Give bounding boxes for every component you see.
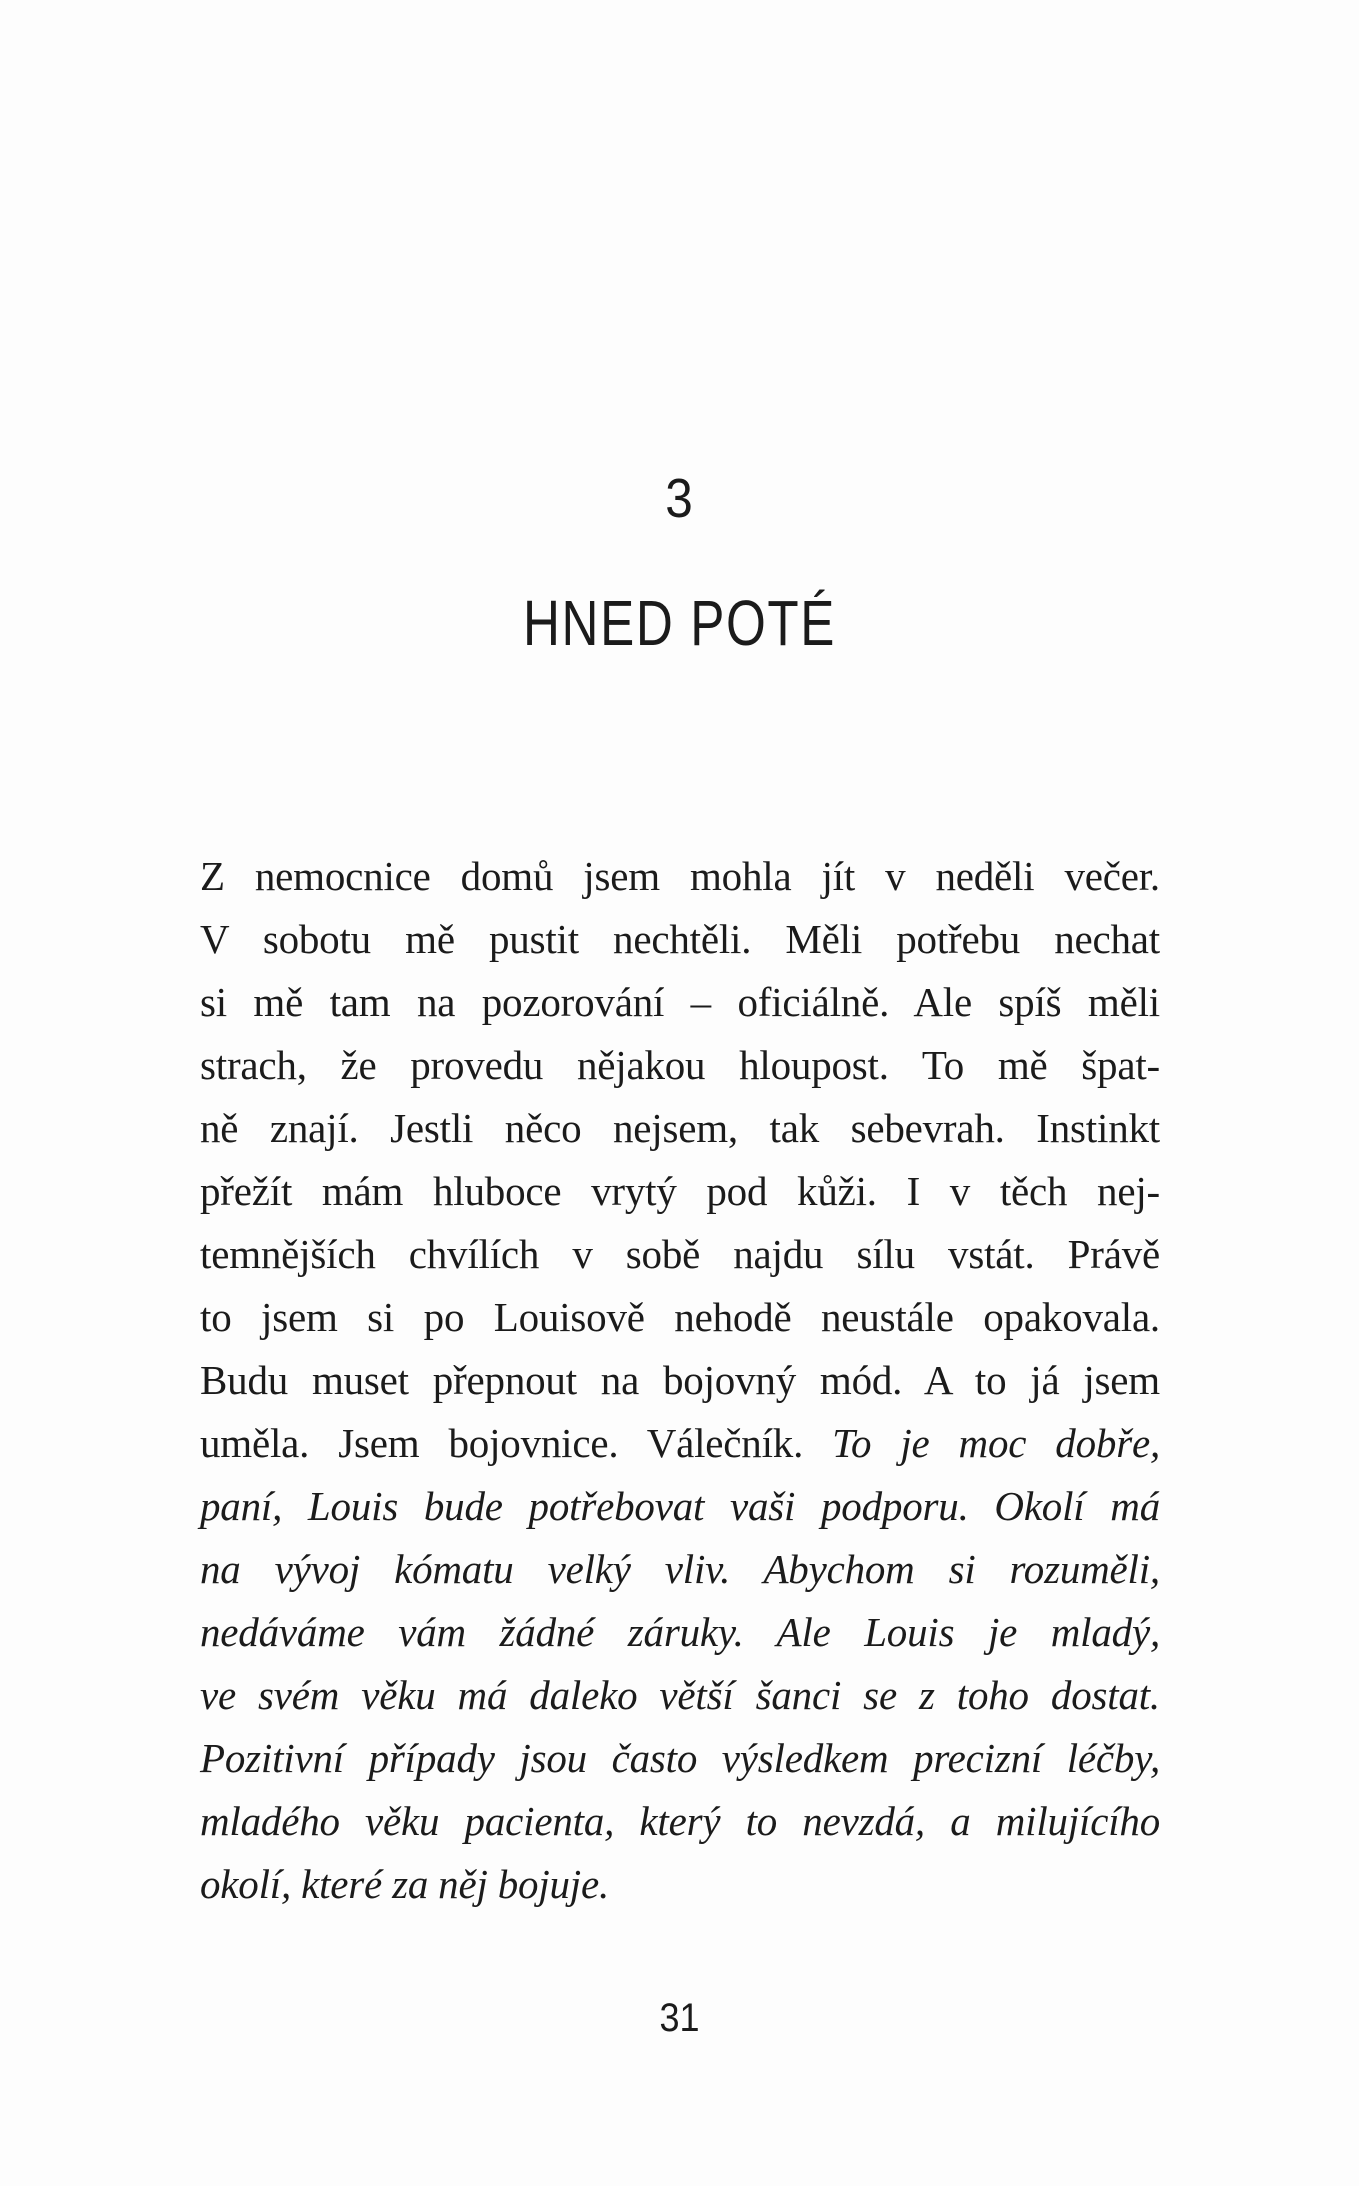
line-roman-text: ně znají. Jestli něco nejsem, tak sebevrah. Instinkt bbox=[200, 1105, 1160, 1151]
text-line bbox=[200, 845, 1160, 908]
line-roman-text: Budu muset přepnout na bojovný mód. A to já jsem bbox=[200, 1357, 1160, 1403]
text-line bbox=[200, 1475, 1160, 1538]
text-line bbox=[200, 1223, 1160, 1286]
line-roman-text: uměla. Jsem bojovnice. Válečník. bbox=[200, 1420, 833, 1466]
text-line bbox=[200, 1412, 1160, 1475]
line-roman-text: temnějších chvílích v sobě najdu sílu vstát. Právě bbox=[200, 1231, 1160, 1277]
line-italic-text: Pozitivní případy jsou často výsledkem precizní léčby, bbox=[200, 1735, 1160, 1781]
text-line bbox=[200, 1349, 1160, 1412]
line-roman-text: Z nemocnice domů jsem mohla jít v neděli večer. bbox=[200, 853, 1160, 899]
chapter-number: 3 bbox=[665, 467, 694, 529]
line-italic-text: na vývoj kómatu velký vliv. Abychom si rozuměli, bbox=[200, 1546, 1160, 1592]
text-line bbox=[200, 1034, 1160, 1097]
text-line bbox=[200, 1097, 1160, 1160]
body-text bbox=[200, 845, 1160, 1916]
line-italic-text: To je moc dobře, bbox=[832, 1420, 1160, 1466]
line-roman-text: to jsem si po Louisově nehodě neustále opakovala. bbox=[200, 1294, 1160, 1340]
text-line bbox=[200, 908, 1160, 971]
text-line bbox=[200, 1853, 1160, 1916]
text-line bbox=[200, 1286, 1160, 1349]
text-line bbox=[200, 1790, 1160, 1853]
line-italic-text: nedáváme vám žádné záruky. Ale Louis je mladý, bbox=[200, 1609, 1160, 1655]
chapter-title: HNED POTÉ bbox=[522, 587, 837, 659]
line-italic-text: paní, Louis bude potřebovat vaši podporu. Okolí má bbox=[200, 1483, 1160, 1529]
line-italic-text: mladého věku pacienta, který to nevzdá, a milujícího bbox=[200, 1798, 1160, 1844]
text-line bbox=[200, 1664, 1160, 1727]
text-line bbox=[200, 1160, 1160, 1223]
line-roman-text: přežít mám hluboce vrytý pod kůži. I v těch nej- bbox=[200, 1168, 1160, 1214]
text-line bbox=[200, 971, 1160, 1034]
line-italic-text: ve svém věku má daleko větší šanci se z toho dostat. bbox=[200, 1672, 1160, 1718]
line-roman-text: V sobotu mě pustit nechtěli. Měli potřebu nechat bbox=[200, 916, 1160, 962]
text-line bbox=[200, 1538, 1160, 1601]
text-line bbox=[200, 1601, 1160, 1664]
line-roman-text: strach, že provedu nějakou hloupost. To mě špat- bbox=[200, 1042, 1160, 1088]
page-number: 31 bbox=[659, 1996, 700, 2040]
line-roman-text: si mě tam na pozorování – oficiálně. Ale spíš měli bbox=[200, 979, 1160, 1025]
line-italic-text: okolí, které za něj bojuje. bbox=[200, 1861, 610, 1907]
text-line bbox=[200, 1727, 1160, 1790]
